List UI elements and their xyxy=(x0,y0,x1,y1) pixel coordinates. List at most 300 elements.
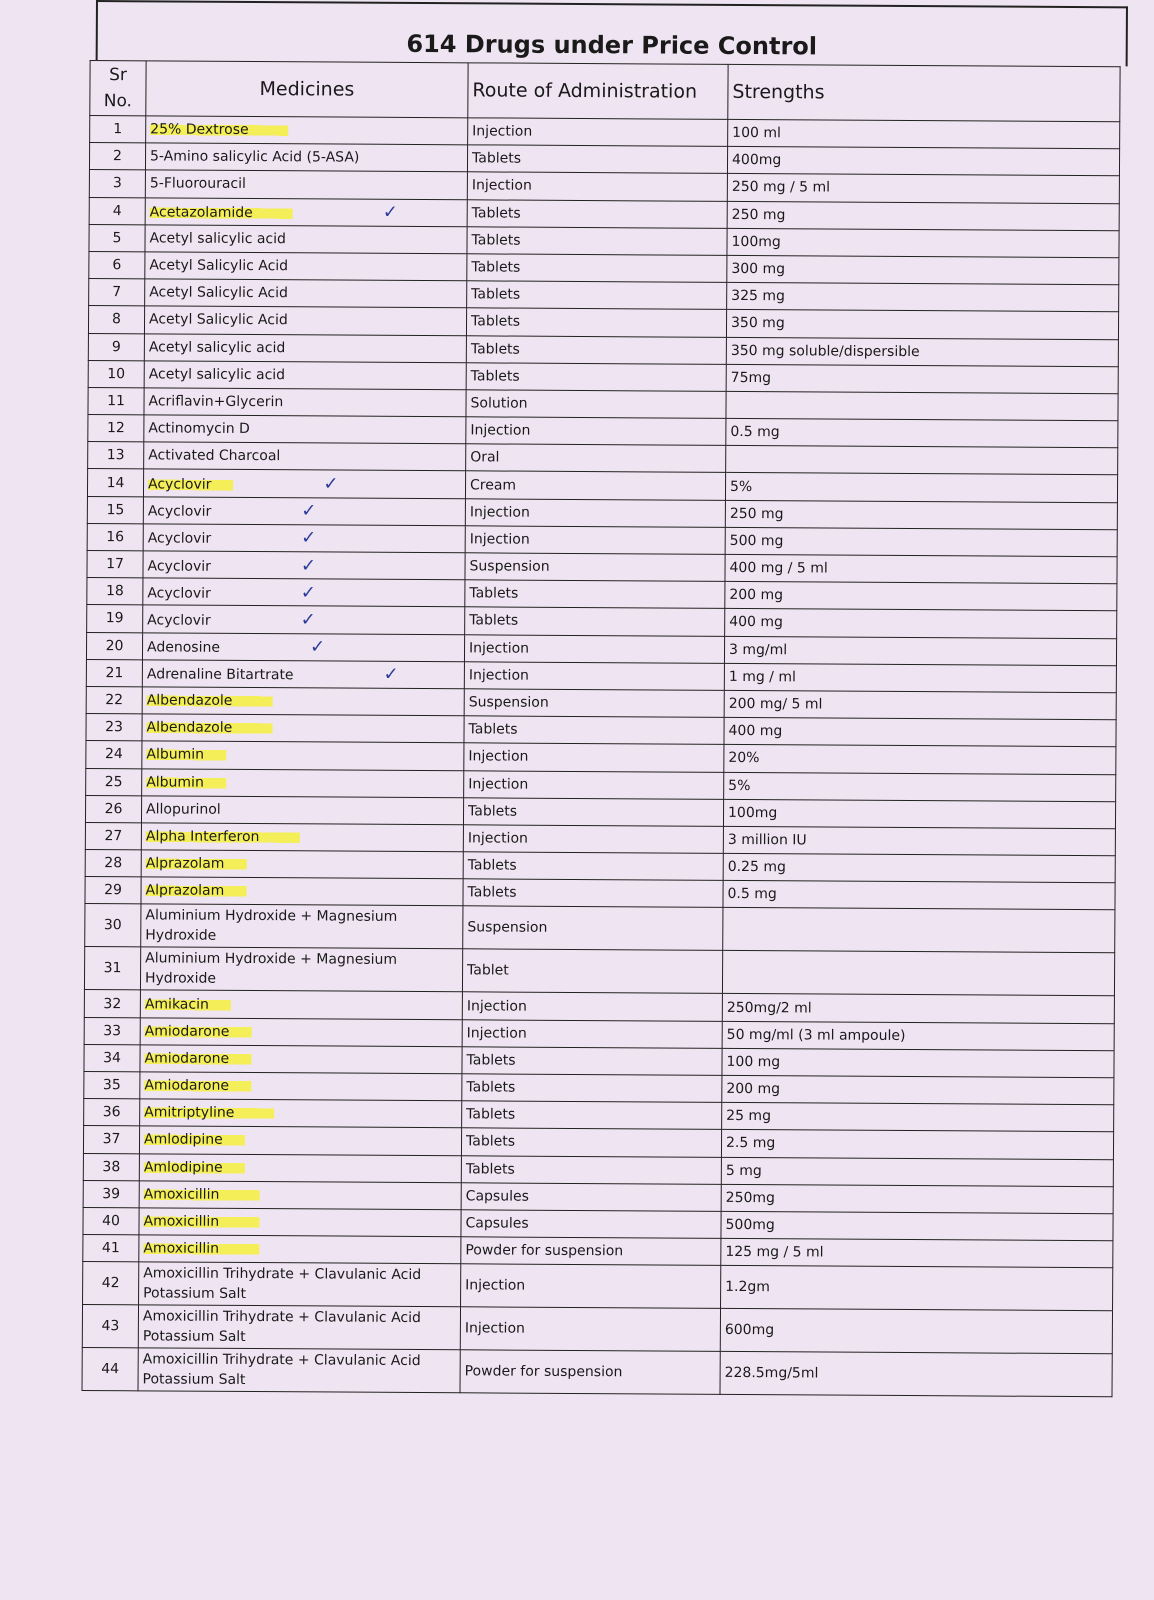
route-cell-text: Injection xyxy=(465,1277,526,1294)
header-medicines: Medicines xyxy=(146,61,468,118)
route-cell xyxy=(466,362,726,391)
sr-cell-text: 11 xyxy=(107,393,126,410)
route-cell-text: Tablets xyxy=(471,204,521,222)
sr-cell xyxy=(90,116,146,144)
route-cell xyxy=(460,1350,720,1395)
strength-cell-text: 0.5 mg xyxy=(730,424,780,441)
sr-cell xyxy=(89,279,145,307)
medicine-cell xyxy=(143,551,465,580)
sr-cell-text: 42 xyxy=(101,1275,120,1292)
medicine-cell xyxy=(139,1126,461,1155)
medicine-cell xyxy=(145,279,467,308)
sr-cell-text: 10 xyxy=(107,365,126,383)
medicine-cell-text: Acyclovir xyxy=(147,530,212,548)
route-cell-text: Injection xyxy=(468,748,529,766)
strength-cell-text: 100 ml xyxy=(732,125,781,142)
medicine-cell xyxy=(140,947,462,992)
route-cell-text: Injection xyxy=(466,1025,527,1042)
sr-cell xyxy=(84,1017,140,1045)
route-cell xyxy=(462,949,722,994)
medicine-cell-text: Acetyl salicylic acid xyxy=(148,338,286,356)
route-cell xyxy=(461,1237,721,1266)
handwritten-tick-icon: ✓ xyxy=(301,500,317,522)
strength-cell xyxy=(726,364,1118,394)
strength-cell-text: 200 mg xyxy=(729,587,784,604)
medicine-cell-text: Amiodarone xyxy=(144,1050,251,1067)
strength-cell xyxy=(721,1266,1113,1311)
medicine-cell xyxy=(142,660,464,689)
route-cell xyxy=(463,906,723,951)
sr-cell xyxy=(83,1180,139,1208)
route-cell-text: Powder for suspension xyxy=(464,1363,623,1381)
medicine-cell-text: Adrenaline Bitartrate xyxy=(146,666,294,684)
route-cell-text: Injection xyxy=(466,997,527,1015)
strength-cell xyxy=(723,799,1115,829)
sr-cell xyxy=(86,686,142,714)
medicine-cell xyxy=(144,388,466,417)
strength-cell-text: 250mg xyxy=(725,1189,775,1207)
strength-cell xyxy=(724,690,1116,720)
table-header-row xyxy=(90,61,1120,122)
medicine-cell-text: Amoxicillin xyxy=(143,1213,259,1230)
route-cell-text: Tablets xyxy=(471,150,522,167)
route-cell xyxy=(465,580,725,609)
sr-cell-text: 43 xyxy=(101,1318,120,1335)
strength-cell-text: 500mg xyxy=(725,1216,775,1234)
strength-cell xyxy=(726,418,1118,448)
sr-cell xyxy=(84,990,140,1018)
strength-cell-text: 125 mg / 5 ml xyxy=(725,1244,824,1261)
strength-cell xyxy=(727,255,1119,285)
sr-cell-text: 14 xyxy=(106,474,125,491)
medicine-cell xyxy=(145,143,467,172)
medicine-cell-text: Acetyl Salicylic Acid xyxy=(148,311,288,329)
medicine-cell xyxy=(142,687,464,716)
strength-cell-text: 228.5mg/5ml xyxy=(724,1365,819,1382)
route-cell-text: Tablets xyxy=(466,1106,516,1123)
sr-cell xyxy=(85,877,141,905)
route-cell xyxy=(462,1101,722,1130)
strength-cell-text: 0.25 mg xyxy=(727,859,786,876)
medicine-cell-text: 5-Fluorouracil xyxy=(149,175,246,193)
sr-cell-text: 41 xyxy=(101,1240,120,1257)
strength-cell xyxy=(722,1021,1114,1051)
strength-cell-text: 325 mg xyxy=(731,288,785,305)
route-cell xyxy=(462,992,722,1021)
medicine-cell-text: Alprazolam xyxy=(146,856,247,873)
sr-cell-text: 34 xyxy=(103,1050,121,1067)
strength-cell-text: 0.5 mg xyxy=(727,886,777,903)
medicine-cell xyxy=(140,1045,462,1074)
strength-cell-text: 250 mg / 5 ml xyxy=(731,179,831,196)
medicine-cell xyxy=(138,1305,460,1350)
strength-cell xyxy=(725,582,1117,612)
route-cell xyxy=(466,444,726,473)
strength-cell-text: 50 mg/ml (3 ml ampoule) xyxy=(726,1026,906,1044)
route-cell xyxy=(466,417,726,446)
route-cell xyxy=(461,1264,721,1309)
sr-cell xyxy=(88,387,144,415)
medicine-cell xyxy=(143,524,465,553)
medicine-cell xyxy=(146,116,468,145)
handwritten-tick-icon: ✓ xyxy=(323,473,339,495)
sr-cell xyxy=(84,1071,140,1099)
medicine-cell xyxy=(140,990,462,1019)
medicine-cell xyxy=(144,333,466,362)
medicine-cell-text: Acetyl salicylic acid xyxy=(148,366,286,383)
sr-cell xyxy=(88,442,144,470)
medicine-cell-text: Amoxicillin xyxy=(144,1186,260,1203)
strength-cell xyxy=(726,391,1118,421)
handwritten-tick-icon: ✓ xyxy=(309,636,326,658)
medicine-cell-text: Albendazole xyxy=(147,720,273,737)
sr-cell xyxy=(85,850,141,878)
route-cell xyxy=(462,1019,722,1048)
strength-cell-text: 250mg/2 ml xyxy=(726,999,812,1016)
route-cell-text: Tablet xyxy=(467,962,509,980)
route-cell xyxy=(461,1183,721,1212)
medicine-cell-text: Amoxicillin Trihydrate + Clavulanic Acid Potassium Salt xyxy=(143,1265,422,1303)
medicine-cell-text: Alprazolam xyxy=(146,883,247,900)
handwritten-tick-icon: ✓ xyxy=(300,554,317,576)
medicine-cell xyxy=(145,170,467,199)
route-cell xyxy=(468,118,728,147)
route-cell xyxy=(463,797,723,826)
sr-cell-text: 4 xyxy=(112,202,122,219)
route-cell-text: Suspension xyxy=(467,919,548,937)
handwritten-tick-icon: ✓ xyxy=(300,609,316,631)
strength-cell xyxy=(724,718,1116,748)
route-cell xyxy=(460,1307,720,1352)
medicine-cell-text: Amoxicillin xyxy=(143,1241,259,1258)
medicine-cell xyxy=(145,197,467,226)
handwritten-tick-icon: ✓ xyxy=(300,582,316,604)
route-cell-text: Injection xyxy=(467,830,528,847)
sr-cell xyxy=(87,469,143,497)
route-cell xyxy=(465,526,725,555)
strength-cell-text: 1.2gm xyxy=(725,1279,770,1296)
route-cell-text: Cream xyxy=(469,476,517,494)
route-cell-text: Tablets xyxy=(471,259,521,276)
strength-cell-text: 400 mg xyxy=(728,723,783,740)
sr-cell xyxy=(83,1235,139,1263)
sr-cell xyxy=(83,1126,139,1154)
sr-cell xyxy=(86,659,142,687)
strength-cell-text: 100 mg xyxy=(726,1053,781,1071)
route-cell-text: Suspension xyxy=(469,558,550,575)
route-cell-text: Injection xyxy=(469,531,530,548)
sr-cell xyxy=(85,904,141,947)
medicine-cell-text: Amoxicillin Trihydrate + Clavulanic Acid Potassium Salt xyxy=(142,1308,421,1346)
sr-cell xyxy=(83,1207,139,1235)
route-cell xyxy=(467,227,727,256)
route-cell xyxy=(467,172,727,201)
sr-cell-text: 21 xyxy=(105,664,124,682)
sr-cell xyxy=(84,1099,140,1127)
route-cell-text: Tablets xyxy=(466,1052,516,1069)
medicine-cell xyxy=(139,1208,461,1237)
document-sheet xyxy=(82,0,1128,1398)
strength-cell xyxy=(725,527,1117,557)
strength-cell xyxy=(723,908,1115,953)
handwritten-tick-icon: ✓ xyxy=(382,201,398,224)
sr-cell xyxy=(89,224,145,252)
medicine-cell-text: Albumin xyxy=(146,774,226,790)
medicine-cell-text: Acyclovir xyxy=(147,612,211,629)
medicine-cell xyxy=(139,1181,461,1210)
medicine-cell xyxy=(141,850,463,879)
sr-cell xyxy=(87,605,143,633)
medicine-cell xyxy=(139,1262,461,1307)
route-cell xyxy=(464,743,724,772)
sr-cell-text: 39 xyxy=(102,1185,121,1203)
sr-cell-text: 15 xyxy=(106,501,125,518)
strength-cell-text: 500 mg xyxy=(729,532,784,550)
strength-cell xyxy=(727,283,1119,313)
medicine-cell xyxy=(142,632,464,661)
strength-cell-text: 2.5 mg xyxy=(725,1135,776,1152)
sr-cell-text: 6 xyxy=(112,257,122,274)
medicine-cell xyxy=(140,1072,462,1101)
sr-cell-text: 31 xyxy=(103,960,122,977)
sr-cell-text: 22 xyxy=(105,692,124,709)
route-cell xyxy=(467,254,727,283)
sr-cell xyxy=(82,1348,138,1391)
header-route: Route of Administration xyxy=(468,63,728,120)
sr-cell-text: 30 xyxy=(103,917,122,934)
medicine-cell xyxy=(139,1153,461,1182)
medicine-cell-text: Amiodarone xyxy=(144,1077,251,1094)
route-cell xyxy=(464,716,724,745)
strength-cell-text: 400mg xyxy=(731,152,782,169)
strength-cell xyxy=(727,201,1119,231)
sr-cell xyxy=(84,947,140,990)
medicine-cell-text: Aluminium Hydroxide + Magnesium Hydroxide xyxy=(144,950,398,988)
medicine-cell-text: Adenosine xyxy=(146,639,221,656)
medicine-cell-text: Acyclovir xyxy=(147,503,212,520)
page-title: 614 Drugs under Price Control xyxy=(96,0,1128,66)
sr-cell-text: 2 xyxy=(113,148,123,165)
route-cell-text: Oral xyxy=(470,449,500,466)
strength-cell xyxy=(724,636,1116,666)
medicine-cell xyxy=(143,469,465,498)
strength-cell-text: 400 mg xyxy=(729,614,783,631)
route-cell-text: Injection xyxy=(468,639,530,657)
sr-cell xyxy=(88,360,144,388)
route-cell-text: Tablets xyxy=(471,232,521,249)
route-cell xyxy=(466,308,726,337)
sr-cell xyxy=(87,523,143,551)
sr-cell-text: 8 xyxy=(112,311,122,328)
strength-cell xyxy=(727,228,1119,258)
medicine-cell xyxy=(141,823,463,852)
sr-cell-text: 16 xyxy=(106,529,125,546)
sr-cell xyxy=(89,251,145,279)
medicine-cell xyxy=(144,361,466,390)
route-cell xyxy=(462,1047,722,1076)
sr-cell xyxy=(87,496,143,524)
strength-cell-text: 100mg xyxy=(731,233,781,251)
strength-cell xyxy=(721,1184,1113,1214)
sr-cell xyxy=(85,822,141,850)
route-cell-text: Capsules xyxy=(465,1215,529,1232)
sr-cell-text: 40 xyxy=(102,1213,120,1230)
medicine-cell-text: 5-Amino salicylic Acid (5-ASA) xyxy=(149,148,360,166)
strength-cell xyxy=(722,1048,1114,1078)
sr-cell-text: 19 xyxy=(105,610,124,627)
medicine-cell-text: Aluminium Hydroxide + Magnesium Hydroxide xyxy=(145,907,398,945)
medicine-cell xyxy=(145,225,467,254)
medicine-cell xyxy=(143,578,465,607)
header-strengths: Strengths xyxy=(728,64,1120,121)
sr-cell-text: 27 xyxy=(104,828,123,845)
medicine-cell-text: Acetyl salicylic acid xyxy=(149,230,286,248)
sr-cell-text: 36 xyxy=(102,1104,121,1121)
strength-cell xyxy=(720,1309,1112,1354)
strength-cell xyxy=(722,1075,1114,1105)
route-cell xyxy=(463,879,723,908)
route-cell-text: Tablets xyxy=(470,313,521,331)
route-cell-text: Injection xyxy=(470,422,531,439)
medicine-cell xyxy=(138,1348,460,1393)
sr-cell xyxy=(89,143,145,171)
strength-cell xyxy=(726,337,1118,367)
route-cell xyxy=(461,1155,721,1184)
route-cell xyxy=(465,471,725,500)
sr-cell-text: 7 xyxy=(112,284,122,301)
medicine-cell-text: Amitriptyline xyxy=(144,1105,274,1122)
sr-cell-text: 5 xyxy=(112,229,122,247)
table-row xyxy=(84,947,1114,996)
handwritten-tick-icon: ✓ xyxy=(383,664,399,686)
medicine-cell-text: Activated Charcoal xyxy=(148,447,281,465)
strength-cell xyxy=(721,1211,1113,1241)
strength-cell-text: 75mg xyxy=(730,369,772,386)
route-cell-text: Injection xyxy=(471,177,532,195)
medicine-cell-text: Amiodarone xyxy=(145,1023,252,1040)
sr-cell xyxy=(83,1262,139,1305)
medicine-cell xyxy=(142,768,464,797)
strength-cell-text: 5% xyxy=(728,777,751,794)
table-row xyxy=(85,904,1115,953)
medicine-cell-text: 25% Dextrose xyxy=(150,121,289,138)
table-row xyxy=(82,1305,1112,1354)
sr-cell xyxy=(86,741,142,769)
medicine-cell-text: Allopurinol xyxy=(146,801,221,818)
sr-cell-text: 18 xyxy=(105,583,124,600)
medicine-cell-text: Actinomycin D xyxy=(148,420,250,438)
strength-cell xyxy=(720,1352,1112,1397)
medicine-cell-text: Acetazolamide xyxy=(150,205,293,222)
sr-cell-text: 20 xyxy=(105,637,124,654)
sr-cell-text: 9 xyxy=(111,338,121,355)
strength-cell-text: 5% xyxy=(729,478,753,495)
medicine-cell xyxy=(143,605,465,634)
strength-cell xyxy=(724,745,1116,775)
route-cell-text: Capsules xyxy=(465,1188,529,1205)
route-cell-text: Tablets xyxy=(466,1079,516,1096)
sr-cell-text: 1 xyxy=(113,121,123,138)
medicine-cell xyxy=(143,496,465,525)
strength-cell xyxy=(725,554,1117,584)
strength-cell xyxy=(722,994,1114,1024)
route-cell xyxy=(467,281,727,310)
route-cell xyxy=(464,634,724,663)
medicine-cell-text: Acyclovir xyxy=(148,476,234,493)
strength-cell-text: 3 mg/ml xyxy=(728,641,788,658)
sr-cell-text: 3 xyxy=(112,175,122,192)
route-cell xyxy=(461,1210,721,1239)
sr-cell xyxy=(85,795,141,823)
strength-cell xyxy=(721,1239,1113,1269)
route-cell-text: Tablets xyxy=(469,585,519,602)
medicine-cell xyxy=(144,306,466,335)
sr-cell-text: 26 xyxy=(104,800,123,817)
route-cell-text: Tablets xyxy=(467,857,517,874)
sr-cell-text: 29 xyxy=(104,882,123,899)
sr-cell xyxy=(82,1305,138,1348)
route-cell xyxy=(464,689,724,718)
sr-cell-text: 13 xyxy=(106,447,125,464)
sr-cell xyxy=(83,1153,139,1181)
sr-cell xyxy=(89,197,145,225)
strength-cell-text: 5 mg xyxy=(725,1162,762,1179)
route-cell-text: Tablets xyxy=(468,721,518,738)
strength-cell xyxy=(724,772,1116,802)
route-cell-text: Tablets xyxy=(470,340,520,358)
strength-cell-text: 300 mg xyxy=(731,260,786,278)
strength-cell xyxy=(721,1130,1113,1160)
medicine-cell xyxy=(141,904,463,949)
route-cell xyxy=(465,607,725,636)
medicine-cell-text: Acyclovir xyxy=(147,557,211,575)
sr-cell-text: 37 xyxy=(102,1131,121,1148)
medicine-cell-text: Alpha Interferon xyxy=(146,828,300,845)
route-cell-text: Tablets xyxy=(465,1133,516,1151)
route-cell xyxy=(466,335,726,364)
strength-cell xyxy=(724,663,1116,693)
medicine-cell xyxy=(140,1017,462,1046)
sr-cell xyxy=(88,415,144,443)
strength-cell-text: 200 mg/ 5 ml xyxy=(728,695,823,713)
medicine-cell-text: Albumin xyxy=(146,747,226,763)
sr-cell xyxy=(86,632,142,660)
route-cell-text: Injection xyxy=(468,667,529,684)
medicine-cell xyxy=(140,1099,462,1128)
route-cell-text: Injection xyxy=(464,1320,525,1337)
sr-cell-text: 12 xyxy=(106,420,125,437)
strength-cell xyxy=(728,119,1120,149)
sr-cell-text: 17 xyxy=(106,556,125,573)
sr-cell xyxy=(88,306,144,334)
sr-cell-text: 23 xyxy=(105,719,124,736)
strength-cell-text: 400 mg / 5 ml xyxy=(729,560,828,577)
strength-cell xyxy=(726,310,1118,340)
sr-cell xyxy=(89,170,145,198)
strength-cell-text: 350 mg soluble/dispersible xyxy=(730,342,920,360)
strength-cell xyxy=(722,951,1114,996)
strength-cell-text: 20% xyxy=(728,750,760,767)
medicine-cell xyxy=(144,415,466,444)
strength-cell-text: 1 mg / ml xyxy=(728,668,796,686)
route-cell xyxy=(467,199,727,228)
strength-cell-text: 250 mg xyxy=(729,505,784,522)
medicine-cell xyxy=(142,741,464,770)
strength-cell xyxy=(727,174,1119,204)
strength-cell-text: 350 mg xyxy=(730,315,785,332)
route-cell xyxy=(463,825,723,854)
medicine-cell-text: Amoxicillin Trihydrate + Clavulanic Acid Potassium Salt xyxy=(142,1351,421,1389)
